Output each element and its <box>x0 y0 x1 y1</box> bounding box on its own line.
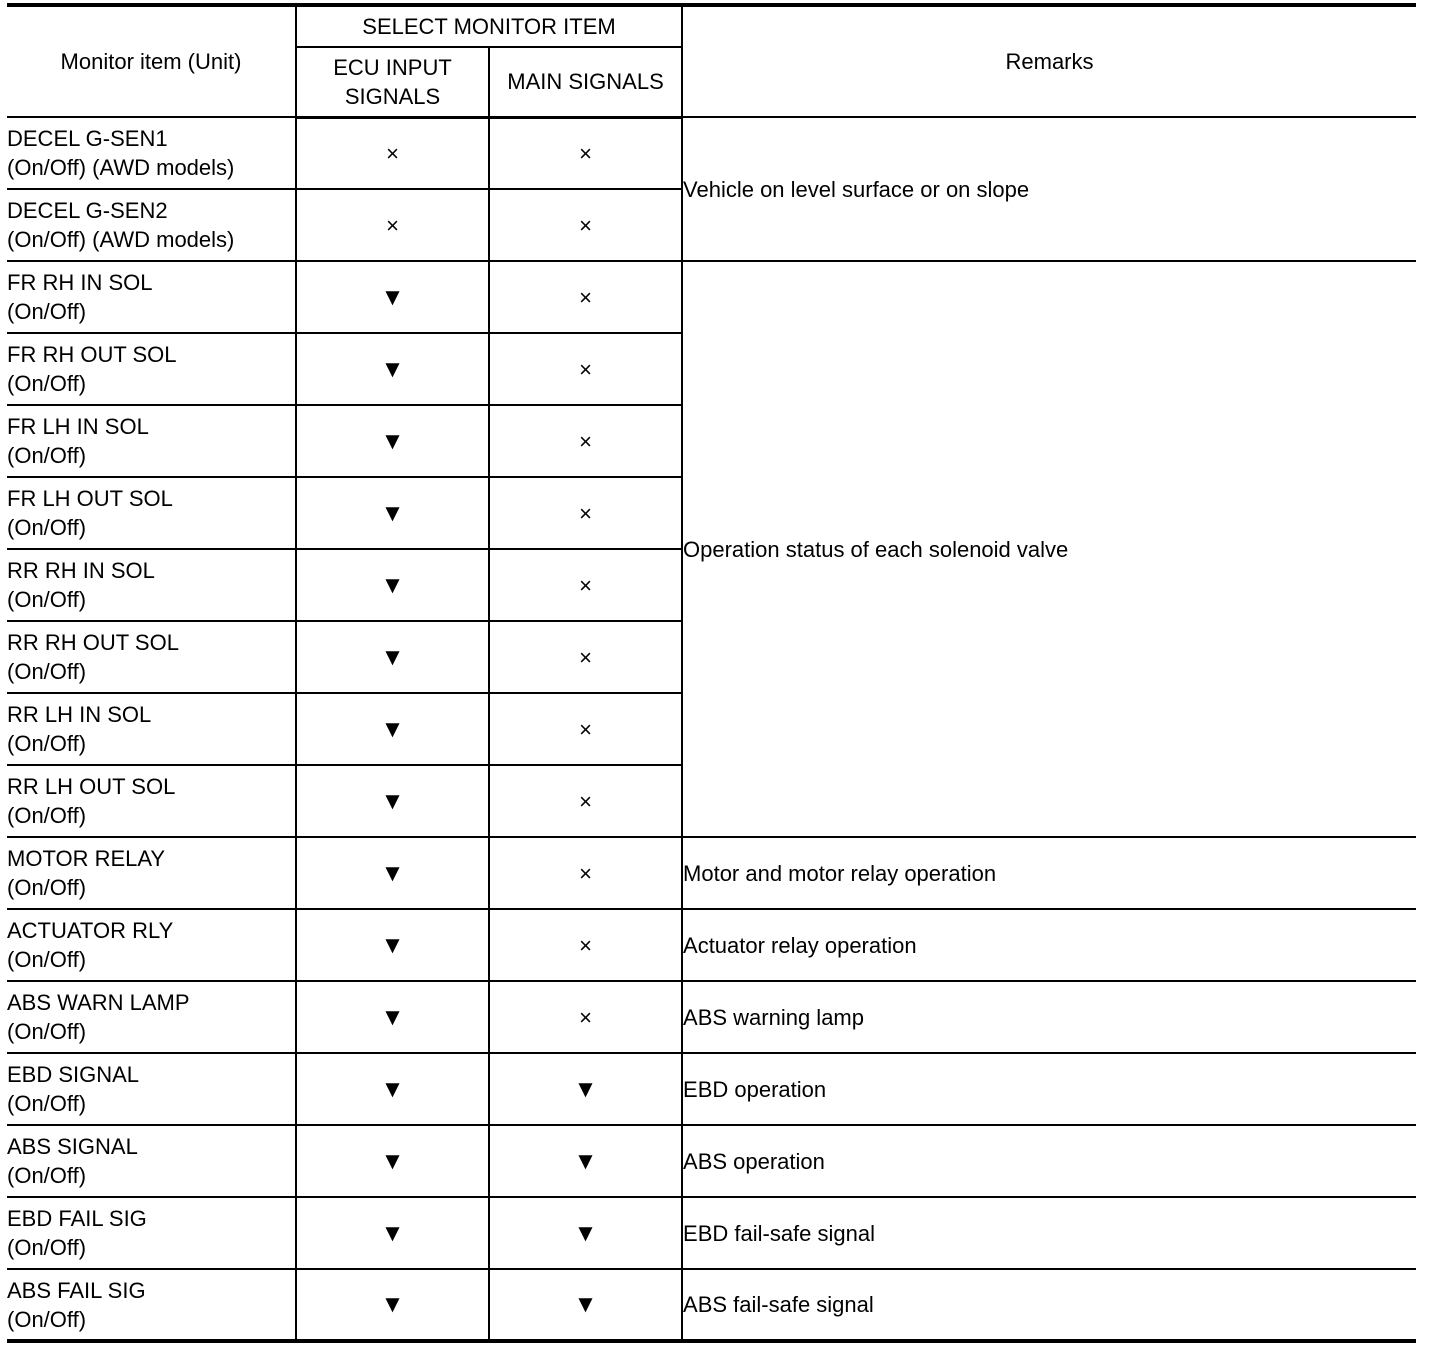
ecu-input-mark: ▼ <box>296 549 489 621</box>
monitor-item-unit: (On/Off) <box>7 1163 87 1188</box>
main-signals-mark: ▼ <box>489 1197 682 1269</box>
remark-cell: Motor and motor relay operation <box>682 837 1416 909</box>
ecu-input-mark: ▼ <box>296 981 489 1053</box>
ecu-input-mark: ▼ <box>296 837 489 909</box>
main-signals-mark: × <box>489 693 682 765</box>
monitor-item-unit: (On/Off) <box>7 371 87 396</box>
monitor-item-unit: (On/Off) <box>7 587 87 612</box>
ecu-input-mark: ▼ <box>296 477 489 549</box>
monitor-item-unit: (On/Off) <box>7 443 87 468</box>
table-row <box>7 1053 1416 1125</box>
main-signals-mark: × <box>489 909 682 981</box>
monitor-item-name: FR LH OUT SOL <box>7 486 173 511</box>
monitor-item-unit: (On/Off) <box>7 1091 87 1116</box>
main-signals-mark: × <box>489 837 682 909</box>
main-signals-mark: × <box>489 621 682 693</box>
monitor-item-unit: (On/Off) <box>7 731 87 756</box>
remark-cell: Actuator relay operation <box>682 909 1416 981</box>
monitor-item-unit: (On/Off) <box>7 1019 87 1044</box>
main-signals-mark: × <box>489 117 682 189</box>
monitor-item-cell <box>7 117 296 189</box>
monitor-item-name: RR LH IN SOL <box>7 702 152 727</box>
monitor-item-name: RR RH OUT SOL <box>7 630 179 655</box>
monitor-item-name: ACTUATOR RLY <box>7 918 174 943</box>
monitor-item-name: DECEL G-SEN1 <box>7 126 168 151</box>
monitor-item-unit: (On/Off) <box>7 875 87 900</box>
header-remarks: Remarks <box>682 5 1416 117</box>
remark-cell: Operation status of each solenoid valve <box>682 261 1416 837</box>
monitor-item-cell <box>7 261 296 333</box>
monitor-item-name: RR RH IN SOL <box>7 558 155 583</box>
main-signals-mark: × <box>489 477 682 549</box>
table-row <box>7 1269 1416 1341</box>
main-signals-mark: × <box>489 549 682 621</box>
ecu-input-mark: ▼ <box>296 909 489 981</box>
monitor-item-cell <box>7 981 296 1053</box>
monitor-item-name: RR LH OUT SOL <box>7 774 176 799</box>
monitor-item-unit: (On/Off) <box>7 659 87 684</box>
main-signals-mark: × <box>489 189 682 261</box>
header-main-signals: MAIN SIGNALS <box>489 47 682 117</box>
remark-cell: EBD operation <box>682 1053 1416 1125</box>
main-signals-mark: × <box>489 261 682 333</box>
header-select-monitor-item: SELECT MONITOR ITEM <box>296 5 682 47</box>
ecu-input-mark: ▼ <box>296 621 489 693</box>
monitor-item-unit: (On/Off) <box>7 1306 87 1332</box>
header-ecu-line1: ECU INPUT <box>333 54 452 80</box>
main-signals-mark: × <box>489 981 682 1053</box>
table-row <box>7 1125 1416 1197</box>
main-signals-mark: × <box>489 333 682 405</box>
monitor-item-name: FR RH OUT SOL <box>7 342 177 367</box>
monitor-item-cell <box>7 909 296 981</box>
ecu-input-mark: ▼ <box>296 405 489 477</box>
ecu-input-mark: ▼ <box>296 1197 489 1269</box>
main-signals-mark: ▼ <box>489 1269 682 1341</box>
monitor-item-unit: (On/Off) (AWD models) <box>7 155 235 180</box>
monitor-item-name: DECEL G-SEN2 <box>7 198 168 223</box>
monitor-item-cell <box>7 765 296 837</box>
main-signals-mark: ▼ <box>489 1053 682 1125</box>
monitor-item-cell <box>7 477 296 549</box>
ecu-input-mark: ▼ <box>296 1269 489 1341</box>
monitor-item-cell <box>7 1125 296 1197</box>
ecu-input-mark: × <box>296 189 489 261</box>
monitor-item-name: EBD FAIL SIG <box>7 1206 147 1231</box>
monitor-item-name: ABS SIGNAL <box>7 1134 138 1159</box>
monitor-item-cell <box>7 1053 296 1125</box>
remark-cell: Vehicle on level surface or on slope <box>682 117 1416 261</box>
monitor-item-cell <box>7 621 296 693</box>
table-row <box>7 117 1416 189</box>
table-row <box>7 1197 1416 1269</box>
monitor-item-name: ABS FAIL SIG <box>7 1277 146 1303</box>
monitor-item-name: ABS WARN LAMP <box>7 990 190 1015</box>
table-row <box>7 261 1416 333</box>
monitor-item-unit: (On/Off) (AWD models) <box>7 227 235 252</box>
monitor-item-name: MOTOR RELAY <box>7 846 166 871</box>
monitor-item-cell <box>7 405 296 477</box>
monitor-item-unit: (On/Off) <box>7 947 87 972</box>
ecu-input-mark: ▼ <box>296 693 489 765</box>
monitor-item-unit: (On/Off) <box>7 515 87 540</box>
table-row <box>7 981 1416 1053</box>
monitor-item-table <box>7 3 1416 1343</box>
monitor-item-cell <box>7 837 296 909</box>
monitor-item-cell <box>7 1197 296 1269</box>
main-signals-mark: ▼ <box>489 1125 682 1197</box>
monitor-item-cell <box>7 1269 296 1341</box>
header-monitor-item: Monitor item (Unit) <box>7 5 296 117</box>
ecu-input-mark: ▼ <box>296 261 489 333</box>
table-row <box>7 909 1416 981</box>
main-signals-mark: × <box>489 405 682 477</box>
monitor-item-cell <box>7 189 296 261</box>
monitor-item-cell <box>7 333 296 405</box>
monitor-item-name: EBD SIGNAL <box>7 1062 140 1087</box>
ecu-input-mark: × <box>296 117 489 189</box>
monitor-item-cell <box>7 693 296 765</box>
monitor-item-unit: (On/Off) <box>7 803 87 828</box>
ecu-input-mark: ▼ <box>296 1125 489 1197</box>
table-row <box>7 837 1416 909</box>
ecu-input-mark: ▼ <box>296 333 489 405</box>
ecu-input-mark: ▼ <box>296 1053 489 1125</box>
monitor-item-unit: (On/Off) <box>7 299 87 324</box>
main-signals-mark: × <box>489 765 682 837</box>
monitor-item-unit: (On/Off) <box>7 1235 87 1260</box>
monitor-item-name: FR LH IN SOL <box>7 414 149 439</box>
header-ecu-line2: SIGNALS <box>344 83 441 109</box>
monitor-item-name: FR RH IN SOL <box>7 270 153 295</box>
ecu-input-mark: ▼ <box>296 765 489 837</box>
remark-cell: ABS warning lamp <box>682 981 1416 1053</box>
remark-cell: ABS fail-safe signal <box>682 1269 1416 1341</box>
remark-cell: EBD fail-safe signal <box>682 1197 1416 1269</box>
remark-cell: ABS operation <box>682 1125 1416 1197</box>
monitor-item-cell <box>7 549 296 621</box>
header-ecu-input-signals <box>296 47 489 117</box>
